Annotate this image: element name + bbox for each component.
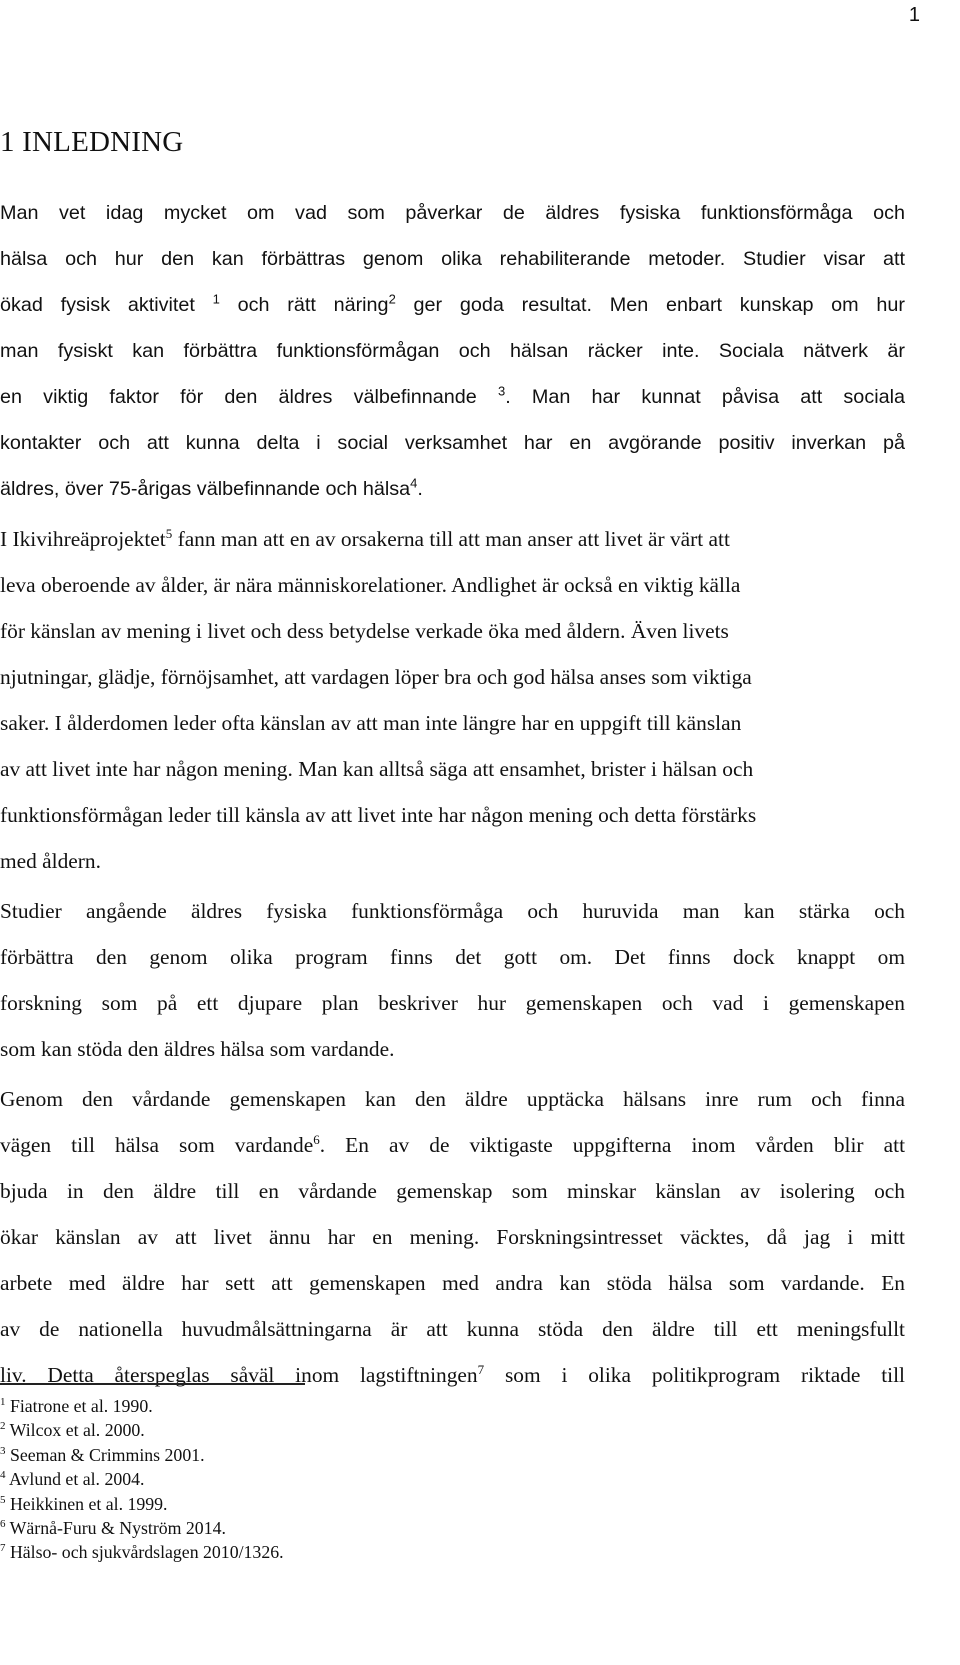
text-line: man fysiskt kan förbättra funktionsförmågan och hälsan räcker inte. Sociala nätverk är bbox=[0, 340, 905, 362]
section-heading: 1 INLEDNING bbox=[0, 126, 184, 158]
text-line: Studier angående äldres fysiska funktionsförmåga och huruvida man kan stärka och bbox=[0, 899, 905, 923]
footnote-item: $^1$ Fiatrone et al. 1990. bbox=[0, 1396, 153, 1416]
footnote-item: $^4$ Avlund et al. 2004. bbox=[0, 1469, 145, 1490]
text-line: arbete med äldre har sett att gemenskapen med andra kan stöda hälsa som vardande. En bbox=[0, 1271, 905, 1295]
footnote-ref: 3 bbox=[497, 383, 506, 399]
paragraph-2 bbox=[0, 516, 905, 884]
text-line: ökar känslan av att livet ännu har en mening. Forskningsintresset väcktes, då jag i mitt bbox=[0, 1225, 905, 1249]
text-line: liv. Detta återspeglas såväl inom lagstiftningen$^7$ som i olika politikprogram riktade till bbox=[0, 1361, 905, 1387]
footnote-item: $^6$ Wärnå-Furu & Nyström 2014. bbox=[0, 1518, 226, 1539]
text-line: äldres, över 75-årigas välbefinnande och hälsa$^4$. bbox=[0, 475, 423, 500]
text-line: för känslan av mening i livet och dess betydelse verkade öka med åldern. Även livets bbox=[0, 619, 729, 643]
text-line: ökad fysisk aktivitet $^1$ och rätt näring$^2$ ger goda resultat. Men enbart kunskap om hur bbox=[0, 291, 905, 316]
text-line: funktionsförmågan leder till känsla av att livet inte har någon mening och detta förstärks bbox=[0, 803, 757, 827]
text-line: som kan stöda den äldres hälsa som vardande. bbox=[0, 1037, 395, 1061]
footnote-ref: 5 bbox=[165, 525, 173, 541]
text-line: Genom den vårdande gemenskapen kan den äldre upptäcka hälsans inre rum och finna bbox=[0, 1087, 905, 1111]
footnote-item: $^3$ Seeman & Crimmins 2001. bbox=[0, 1444, 205, 1465]
text-line: Man vet idag mycket om vad som påverkar de äldres fysiska funktionsförmåga och bbox=[0, 202, 905, 224]
footnote-item: $^5$ Heikkinen et al. 1999. bbox=[0, 1493, 168, 1514]
footnote-ref: 7 bbox=[477, 1361, 485, 1377]
text-line: leva oberoende av ålder, är nära människorelationer. Andlighet är också en viktig källa bbox=[0, 573, 741, 597]
text-line: forskning som på ett djupare plan beskriver hur gemenskapen och vad i gemenskapen bbox=[0, 991, 905, 1015]
text-line: bjuda in den äldre till en vårdande gemenskap som minskar känslan av isolering och bbox=[0, 1179, 905, 1203]
text-line: vägen till hälsa som vardande$^6$. En av de viktigaste uppgifterna inom vården blir att bbox=[0, 1131, 906, 1157]
page-number: 1 bbox=[908, 4, 920, 26]
footnote-list bbox=[0, 1394, 284, 1565]
text-line: en viktig faktor för den äldres välbefinnande $^3$. Man har kunnat påvisa att sociala bbox=[0, 383, 905, 408]
footnote-ref: 1 bbox=[212, 291, 220, 307]
text-line: njutningar, glädje, förnöjsamhet, att vardagen löper bra och god hälsa anses som viktiga bbox=[0, 665, 752, 689]
paragraph-4 bbox=[0, 1076, 905, 1398]
text-line: av att livet inte har någon mening. Man kan alltså säga att ensamhet, brister i hälsan och bbox=[0, 757, 754, 781]
text-line: av de nationella huvudmålsättningarna är att kunna stöda den äldre till ett meningsfullt bbox=[0, 1317, 905, 1341]
text-line: saker. I ålderdomen leder ofta känslan av att man inte längre har en uppgift till känslan bbox=[0, 711, 742, 735]
footnote-ref: 6 bbox=[313, 1131, 320, 1147]
footnote-separator bbox=[0, 1383, 305, 1385]
text-line: förbättra den genom olika program finns det gott om. Det finns dock knappt om bbox=[0, 945, 905, 969]
text-line: hälsa och hur den kan förbättras genom olika rehabiliterande metoder. Studier visar att bbox=[0, 248, 905, 270]
text-line: I Ikivihreäprojektet$^5$ fann man att en av orsakerna till att man anser att livet är värt att bbox=[0, 525, 730, 551]
footnote-item: $^7$ Hälso- och sjukvårdslagen 2010/1326. bbox=[0, 1542, 284, 1563]
text-line: med åldern. bbox=[0, 849, 101, 873]
text-line: kontakter och att kunna delta i social verksamhet har en avgörande positiv inverkan på bbox=[0, 432, 905, 454]
footnote-item: $^2$ Wilcox et al. 2000. bbox=[0, 1420, 145, 1441]
body-text bbox=[0, 190, 905, 1402]
footnote-ref: 2 bbox=[388, 291, 396, 307]
footnote-ref: 4 bbox=[410, 475, 418, 491]
paragraph-1 bbox=[0, 190, 905, 512]
paragraph-3 bbox=[0, 888, 905, 1072]
